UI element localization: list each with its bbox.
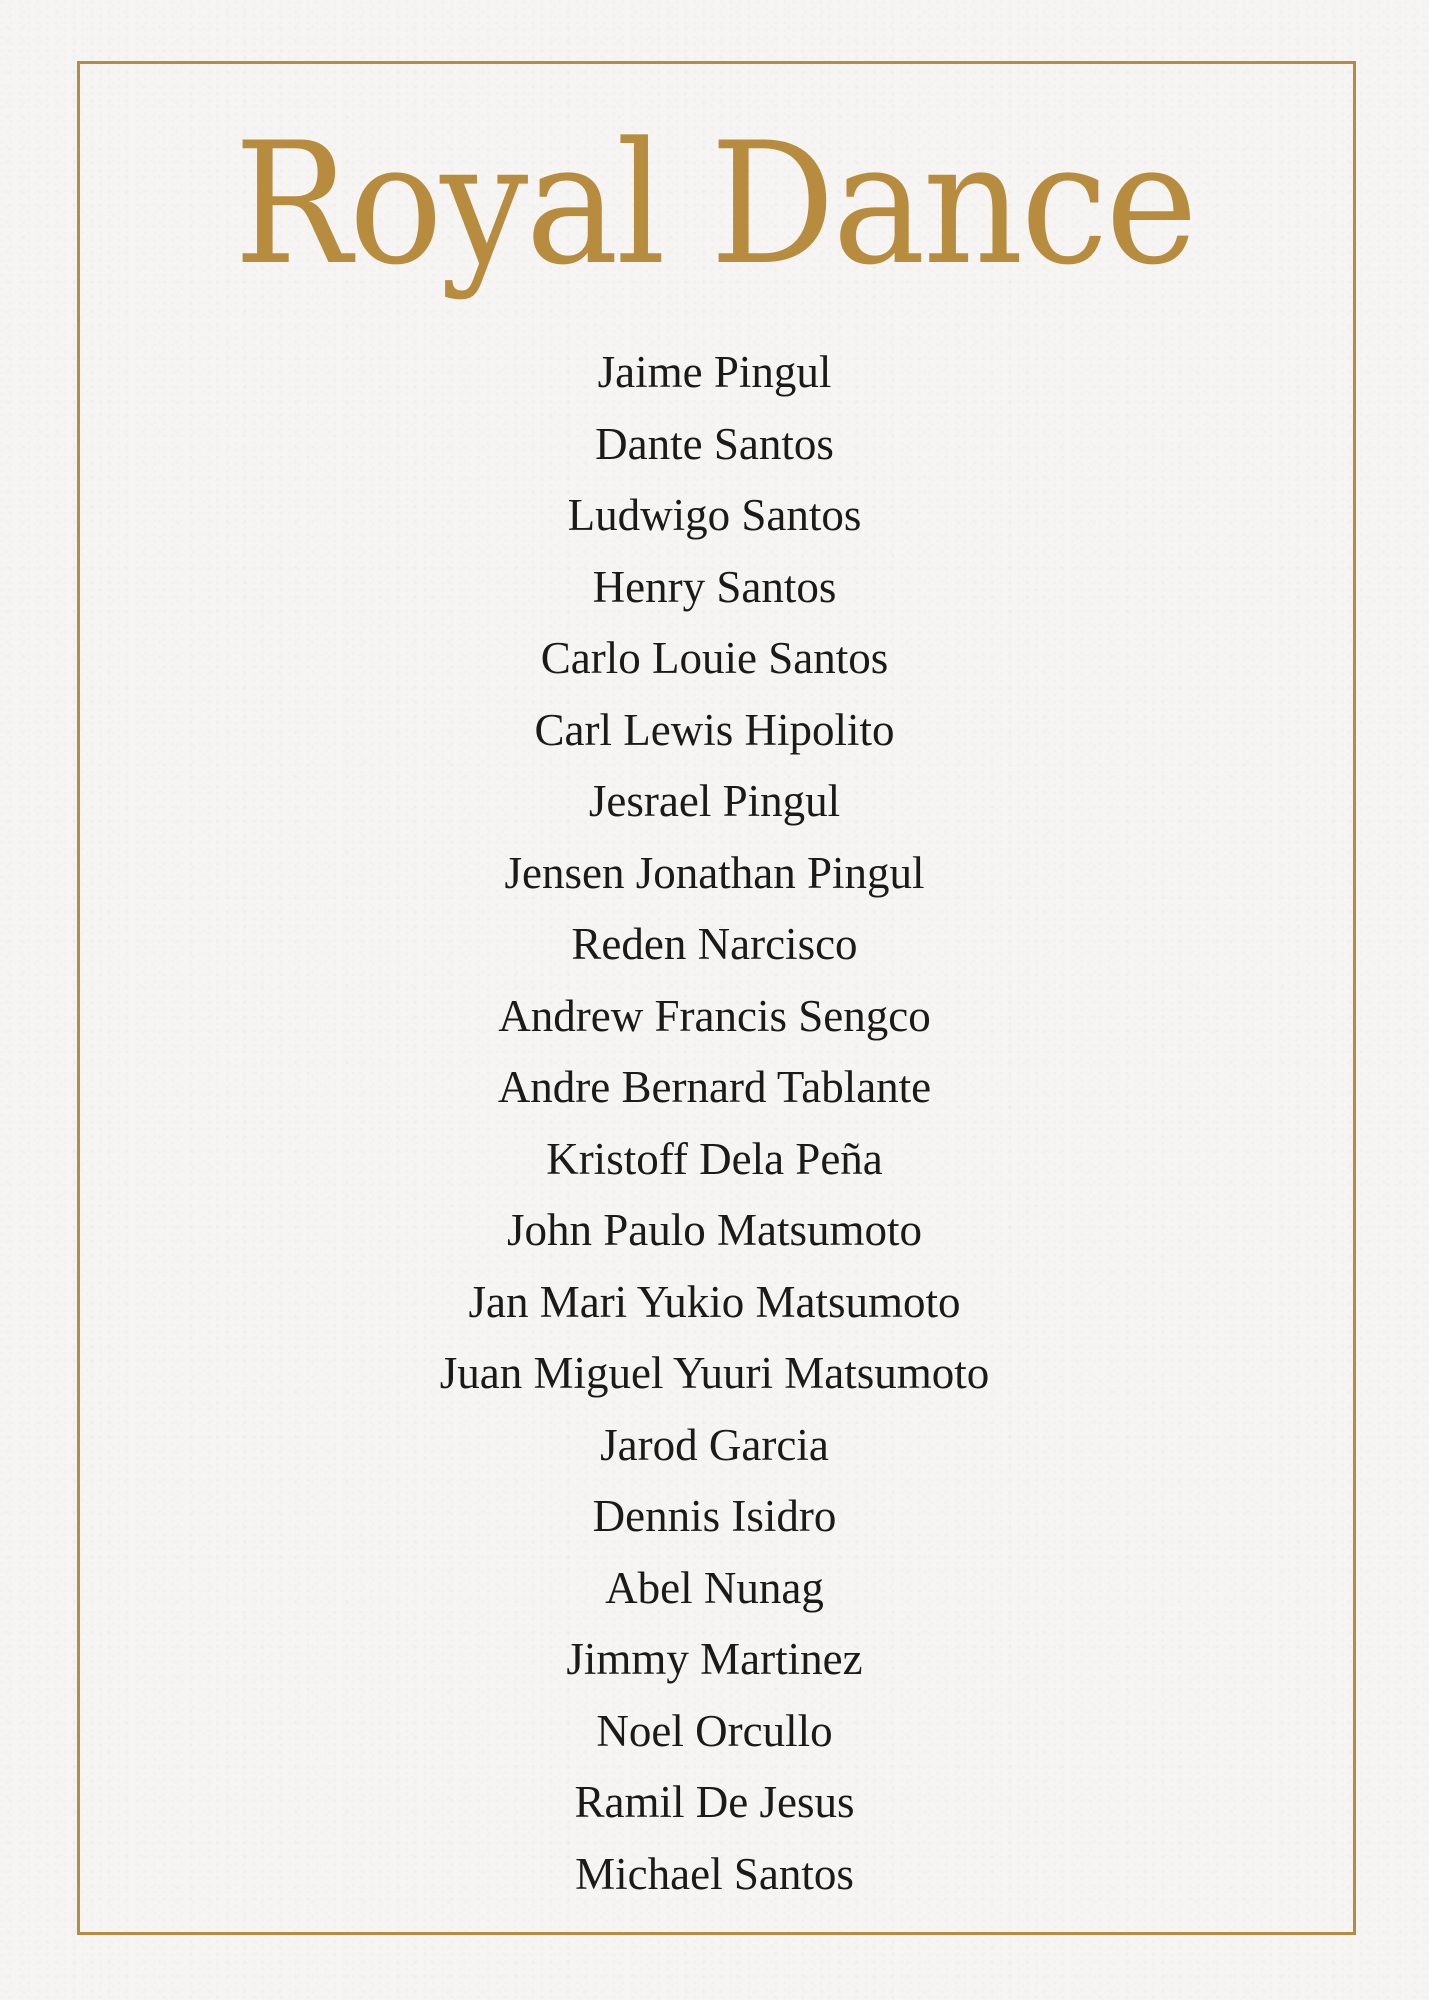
list-item: Jesrael Pingul	[588, 776, 841, 826]
list-item: Kristoff Dela Peña	[546, 1133, 883, 1184]
list-item: Michael Santos	[575, 1848, 854, 1899]
list-item: Ludwigo Santos	[567, 490, 862, 540]
page-title: Royal Dance	[233, 106, 1196, 302]
list-item: Noel Orcullo	[596, 1705, 833, 1756]
list-item: Carlo Louie Santos	[540, 633, 889, 683]
list-item: Jaime Pingul	[597, 347, 832, 397]
list-item: Andre Bernard Tablante	[497, 1062, 932, 1112]
list-item: Jimmy Martinez	[566, 1634, 863, 1684]
list-item: Henry Santos	[592, 561, 837, 612]
name-list	[0, 337, 1429, 1910]
list-item: Carl Lewis Hipolito	[534, 704, 895, 755]
list-item: Ramil De Jesus	[574, 1777, 855, 1827]
list-item: Juan Miguel Yuuri Matsumoto	[439, 1348, 990, 1398]
list-item: Dennis Isidro	[592, 1491, 837, 1541]
list-item: Dante Santos	[595, 418, 834, 469]
list-item: Andrew Francis Sengco	[498, 990, 931, 1041]
list-item: John Paulo Matsumoto	[506, 1205, 923, 1255]
list-item: Reden Narcisco	[571, 919, 858, 969]
list-item: Jensen Jonathan Pingul	[504, 847, 925, 898]
list-item: Jan Mari Yukio Matsumoto	[468, 1276, 961, 1327]
list-item: Abel Nunag	[605, 1562, 824, 1613]
list-item: Jarod Garcia	[600, 1419, 829, 1470]
